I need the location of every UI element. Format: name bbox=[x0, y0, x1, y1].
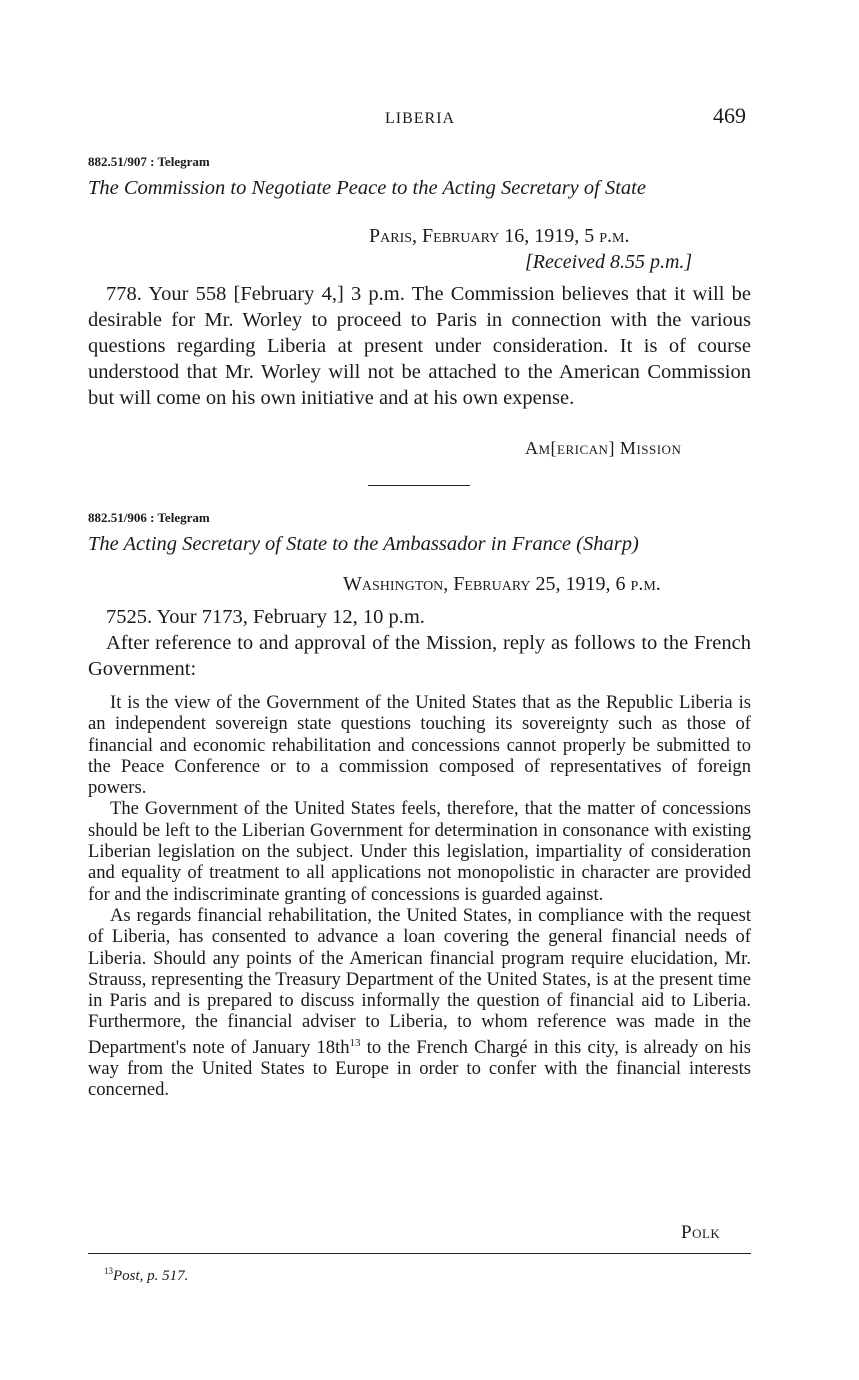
footnote-mark: 13 bbox=[104, 1266, 113, 1276]
doc1-dateline: Paris, February 16, 1919, 5 p.m. bbox=[369, 225, 630, 247]
footnote-rule bbox=[88, 1253, 751, 1254]
doc1-signature: Am[erican] Mission bbox=[525, 438, 682, 458]
doc1-received: [Received 8.55 p.m.] bbox=[525, 251, 693, 273]
section-divider bbox=[368, 485, 470, 486]
footnote-reference[interactable]: 13 bbox=[349, 1036, 361, 1049]
doc2-quoted-message bbox=[88, 692, 751, 1101]
doc2-signature: Polk bbox=[681, 1222, 721, 1243]
quote-paragraph-3 bbox=[88, 905, 751, 1101]
doc1-heading: The Commission to Negotiate Peace to the Acting Secretary of State bbox=[88, 177, 646, 199]
doc1-file-ref: 882.51/907 : Telegram bbox=[88, 154, 210, 169]
footnote bbox=[104, 1266, 188, 1285]
running-head: LIBERIA bbox=[385, 110, 456, 127]
doc2-file-ref: 882.51/906 : Telegram bbox=[88, 510, 210, 525]
doc2-dateline: Washington, February 25, 1919, 6 p.m. bbox=[343, 573, 661, 595]
quote-paragraph-2: The Government of the United States feels, therefore, that the matter of concessions should be left to the Liberian Government for determination in consonance with existing Liberian legislation on the subject. Under this legislation, impartiality of consideration and equality of treatment to all applications not monopolistic in character are provided for and the indiscriminate granting of concessions is guarded against. bbox=[88, 798, 751, 905]
quote-paragraph-1: It is the view of the Government of the United States that as the Republic Liberia is an independent sovereign state questions touching its sovereignty such as those of financial and economic rehabilitation and concessions cannot properly be submitted to the Peace Conference or to a commission composed of representatives of foreign powers. bbox=[88, 692, 751, 799]
doc1-body: 778. Your 558 [February 4,] 3 p.m. The Commission believes that it will be desirable for Mr. Worley to proceed to Paris in connection with the various questions regarding Liberia at present under consideration. It is of course understood that Mr. Worley will not be attached to the American Commission but will come on his own initiative and at his own expense. bbox=[88, 283, 751, 409]
doc2-para1: 7525. Your 7173, February 12, 10 p.m. bbox=[106, 606, 425, 628]
doc2-heading: The Acting Secretary of State to the Ambassador in France (Sharp) bbox=[88, 533, 639, 555]
footnote-text: Post, p. 517. bbox=[113, 1268, 189, 1284]
quote-paragraph-3-part-b: to the French Chargé in this city, is already on his way from the United States to Europe in order to confer with the financial interests concerned. bbox=[88, 1036, 751, 1101]
doc2-para2: After reference to and approval of the Mission, reply as follows to the French Government: bbox=[88, 632, 751, 680]
quote-paragraph-3-part-a: As regards financial rehabilitation, the United States, in compliance with the request of Liberia, has consented to advance a loan covering the general financial needs of Liberia. Should any points of the American financial program require elucidation, Mr. Strauss, representing the Treasury Department of the United States, is at the present time in Paris and is prepared to discuss informally the question of financial aid to Liberia. Furthermore, the financial adviser to Liberia, to whom reference was made in the Department's note of January 18th bbox=[88, 904, 751, 1058]
page-number: 469 bbox=[713, 103, 746, 128]
